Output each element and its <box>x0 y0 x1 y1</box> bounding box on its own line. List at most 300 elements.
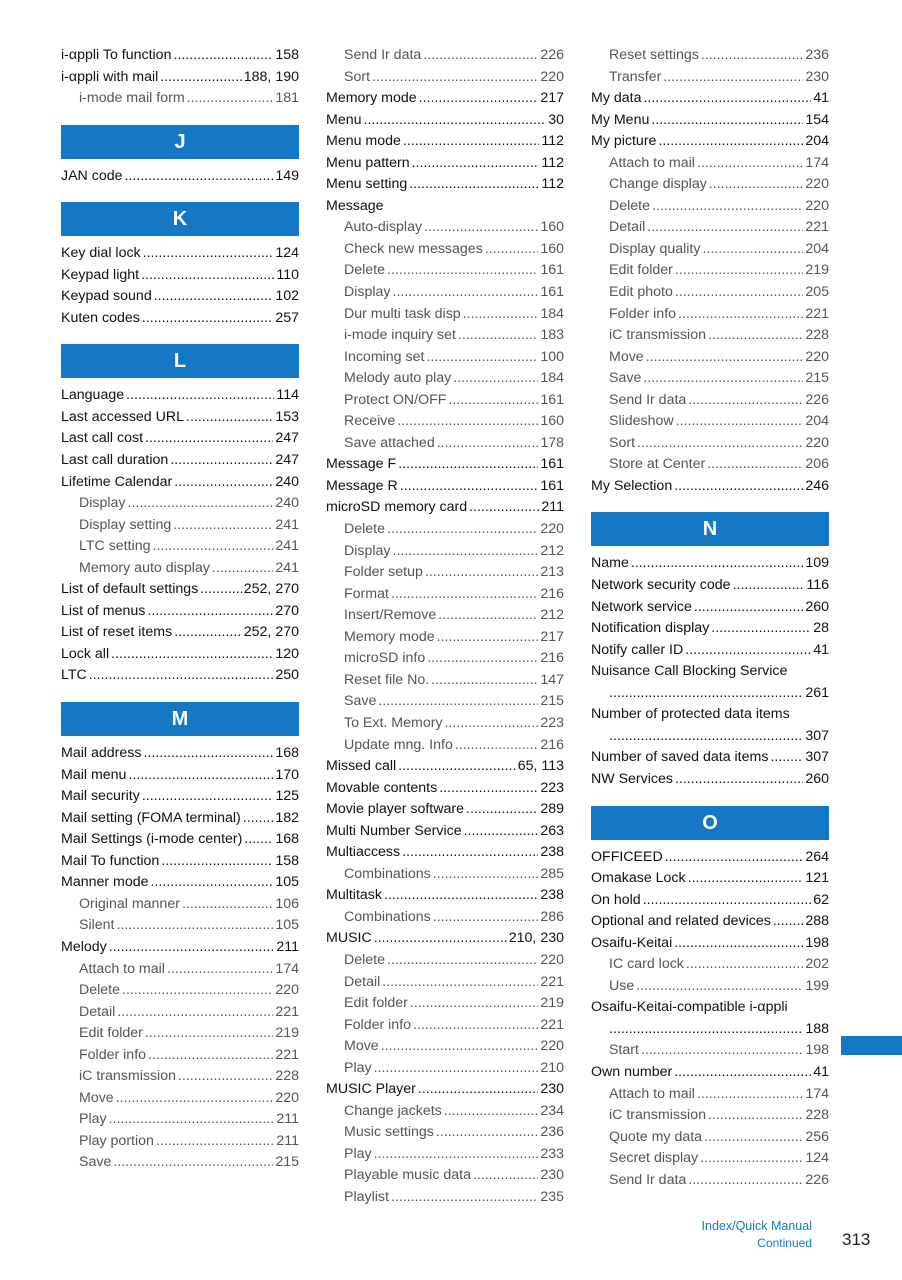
index-entry <box>591 131 829 153</box>
entry-page-ref: 230 <box>805 68 829 85</box>
index-subentry <box>591 411 829 433</box>
entry-page-ref: 221 <box>275 1046 299 1063</box>
entry-term: Osaifu-Keitai <box>591 934 673 951</box>
dot-leader <box>182 894 273 916</box>
entry-page-ref: 256 <box>805 1128 829 1145</box>
index-subentry <box>326 260 564 282</box>
entry-page-ref: 247 <box>275 452 299 469</box>
entry-term: Manner mode <box>61 874 149 891</box>
entry-term: Sort <box>344 68 371 85</box>
entry-term: Detail <box>344 973 381 990</box>
dot-leader <box>122 980 273 1002</box>
entry-page-ref: 217 <box>540 90 564 107</box>
dot-leader <box>419 88 539 110</box>
entry-page-ref: 112 <box>541 176 564 193</box>
entry-page-ref: 204 <box>805 240 829 257</box>
index-entry <box>326 131 564 153</box>
entry-page-ref: 215 <box>275 1154 299 1171</box>
entry-term: Melody auto play <box>344 370 452 387</box>
index-subentry <box>591 1127 829 1149</box>
entry-term: Combinations <box>344 865 431 882</box>
entry-term: Mail setting (FOMA terminal) <box>61 809 241 826</box>
entry-page-ref: 260 <box>805 770 829 787</box>
dot-leader <box>770 747 803 769</box>
dot-leader <box>427 648 538 670</box>
entry-term: Folder setup <box>344 564 423 581</box>
entry-page-ref: 65, 113 <box>517 758 564 775</box>
entry-page-ref: 174 <box>805 154 829 171</box>
entry-page-ref: 220 <box>540 1038 564 1055</box>
dot-leader <box>402 842 538 864</box>
dot-leader <box>174 622 242 644</box>
dot-leader <box>178 1066 273 1088</box>
index-subentry <box>591 954 829 976</box>
dot-leader <box>174 472 273 494</box>
index-subentry <box>326 304 564 326</box>
dot-leader <box>466 799 538 821</box>
entry-page-ref: 184 <box>540 370 564 387</box>
entry-term: On hold <box>591 891 641 908</box>
section-letter-header: L <box>61 344 299 378</box>
entry-page-ref: 41 <box>813 641 829 658</box>
entry-page-ref: 174 <box>805 1085 829 1102</box>
entry-term: Last accessed URL <box>61 408 185 425</box>
index-subentry <box>591 217 829 239</box>
entry-term: Mail Settings (i-mode center) <box>61 831 243 848</box>
entry-page-ref: 199 <box>805 977 829 994</box>
entry-page-ref: 211 <box>276 1132 299 1149</box>
index-entry <box>326 476 564 498</box>
index-subentry <box>591 347 829 369</box>
index-entry <box>591 640 829 662</box>
dot-leader <box>458 325 538 347</box>
entry-term: Quote my data <box>609 1128 703 1145</box>
dot-leader <box>674 1062 811 1084</box>
entry-term: LTC <box>61 667 87 684</box>
entry-page-ref: 212 <box>540 542 564 559</box>
index-subentry <box>326 993 564 1015</box>
entry-page-ref: 238 <box>540 887 564 904</box>
index-subentry <box>61 1045 299 1067</box>
entry-page-ref: 168 <box>275 831 299 848</box>
index-subentry <box>591 1040 829 1062</box>
entry-term: Lock all <box>61 645 110 662</box>
dot-leader <box>387 950 538 972</box>
entry-term: Folder info <box>609 305 677 322</box>
entry-page-ref: 216 <box>540 736 564 753</box>
index-subentry <box>61 558 299 580</box>
dot-leader <box>382 972 538 994</box>
index-entry <box>591 597 829 619</box>
dot-leader <box>160 67 241 89</box>
entry-page-ref: 168 <box>275 745 299 762</box>
dot-leader <box>393 541 539 563</box>
entry-term: Edit photo <box>609 284 673 301</box>
index-entry <box>326 497 564 519</box>
entry-term: iC transmission <box>79 1068 176 1085</box>
index-entry <box>326 174 564 196</box>
index-entry <box>61 407 299 429</box>
entry-page-ref: 236 <box>540 1124 564 1141</box>
dot-leader <box>658 131 803 153</box>
dot-leader <box>413 1015 538 1037</box>
entry-page-ref: 216 <box>540 585 564 602</box>
dot-leader <box>631 553 803 575</box>
dot-leader <box>609 726 803 748</box>
dot-leader <box>675 282 803 304</box>
entry-page-ref: 188, 190 <box>243 68 299 85</box>
index-subentry <box>591 976 829 998</box>
dot-leader <box>643 88 811 110</box>
index-subentry <box>591 260 829 282</box>
entry-page-ref: 221 <box>540 973 564 990</box>
dot-leader <box>773 911 804 933</box>
dot-leader <box>397 411 538 433</box>
entry-page-ref: 219 <box>540 995 564 1012</box>
index-subentry <box>591 239 829 261</box>
entry-term: Display <box>344 542 391 559</box>
entry-page-ref: 124 <box>275 245 299 262</box>
entry-term: Attach to mail <box>79 960 165 977</box>
entry-page-ref: 211 <box>276 1111 299 1128</box>
index-subentry <box>61 959 299 981</box>
entry-term: Start <box>609 1042 639 1059</box>
entry-page-ref: 202 <box>805 956 829 973</box>
entry-term: Key dial lock <box>61 245 141 262</box>
index-subentry <box>61 1088 299 1110</box>
entry-term: microSD memory card <box>326 499 468 516</box>
dot-leader <box>425 562 538 584</box>
index-subentry <box>326 1101 564 1123</box>
entry-term: Use <box>609 977 635 994</box>
index-entry <box>326 885 564 907</box>
index-subentry <box>61 88 299 110</box>
dot-leader <box>711 618 811 640</box>
entry-page-ref: 230 <box>540 1167 564 1184</box>
dot-leader <box>128 493 274 515</box>
index-subentry <box>591 153 829 175</box>
entry-page-ref: 233 <box>540 1145 564 1162</box>
entry-term: Send Ir data <box>609 391 687 408</box>
entry-term: Osaifu-Keitai-compatible i-αppli <box>591 999 788 1016</box>
index-subentry <box>61 980 299 1002</box>
index-subentry <box>591 1084 829 1106</box>
dot-leader <box>372 67 538 89</box>
index-subentry <box>591 368 829 390</box>
entry-page-ref: 219 <box>805 262 829 279</box>
index-subentry <box>326 1036 564 1058</box>
dot-leader <box>384 885 538 907</box>
dot-leader <box>674 476 803 498</box>
entry-page-ref: 188 <box>805 1020 829 1037</box>
entry-page-ref: 219 <box>275 1025 299 1042</box>
section-letter-header: N <box>591 512 829 546</box>
index-subentry <box>326 433 564 455</box>
entry-term: Delete <box>344 951 386 968</box>
page-number: 313 <box>842 1230 871 1249</box>
entry-term: Silent <box>79 917 115 934</box>
index-subentry <box>326 691 564 713</box>
entry-term: Playable music data <box>344 1167 471 1184</box>
entry-term: Keypad sound <box>61 288 152 305</box>
entry-page-ref: 228 <box>805 1107 829 1124</box>
entry-page-ref: 264 <box>805 848 829 865</box>
index-subentry <box>326 950 564 972</box>
dot-leader <box>143 743 273 765</box>
index-subentry <box>591 325 829 347</box>
dot-leader <box>126 385 274 407</box>
section-letter-header: O <box>591 806 829 840</box>
entry-term: Sort <box>609 434 636 451</box>
dot-leader <box>453 368 538 390</box>
dot-leader <box>244 829 273 851</box>
dot-leader <box>423 45 538 67</box>
index-subentry <box>61 894 299 916</box>
entry-term: Save <box>79 1154 112 1171</box>
dot-leader <box>688 390 803 412</box>
index-entry <box>326 110 564 132</box>
entry-term: My Menu <box>591 111 650 128</box>
entry-page-ref: 241 <box>275 516 299 533</box>
entry-term: Attach to mail <box>609 1085 695 1102</box>
index-column-2 <box>326 45 564 1209</box>
dot-leader <box>694 597 803 619</box>
entry-page-ref: 289 <box>540 801 564 818</box>
index-subentry <box>326 239 564 261</box>
index-entry <box>61 67 299 89</box>
dot-leader <box>636 976 803 998</box>
dot-leader <box>708 1105 803 1127</box>
index-entry <box>61 472 299 494</box>
entry-term: Delete <box>344 521 386 538</box>
entry-page-ref: 198 <box>805 1042 829 1059</box>
entry-term: Network service <box>591 598 692 615</box>
entry-term: Protect ON/OFF <box>344 391 447 408</box>
entry-page-ref: 257 <box>275 309 299 326</box>
index-entry <box>591 553 829 575</box>
index-entry <box>591 868 829 890</box>
entry-term: Message R <box>326 477 398 494</box>
entry-page-ref: 220 <box>540 68 564 85</box>
index-subentry <box>326 325 564 347</box>
entry-term: Multi Number Service <box>326 822 462 839</box>
entry-term: Move <box>344 1038 379 1055</box>
entry-page-ref: 307 <box>805 749 829 766</box>
index-entry <box>591 661 829 683</box>
index-subentry <box>326 1187 564 1209</box>
dot-leader <box>448 390 538 412</box>
entry-page-ref: 221 <box>540 1016 564 1033</box>
entry-term: List of reset items <box>61 624 173 641</box>
dot-leader <box>153 536 274 558</box>
entry-term: Memory mode <box>326 90 417 107</box>
entry-term: Detail <box>79 1003 116 1020</box>
index-entry <box>326 799 564 821</box>
entry-page-ref: 217 <box>540 628 564 645</box>
entry-page-ref: 30 <box>548 111 564 128</box>
entry-page-ref: 183 <box>540 327 564 344</box>
entry-term: Language <box>61 387 125 404</box>
dot-leader <box>652 196 803 218</box>
index-subentry <box>591 196 829 218</box>
dot-leader <box>418 1079 538 1101</box>
entry-term: List of menus <box>61 602 146 619</box>
index-subentry <box>326 735 564 757</box>
dot-leader <box>117 915 274 937</box>
entry-page-ref: 241 <box>275 559 299 576</box>
entry-term: OFFICEED <box>591 848 663 865</box>
dot-leader <box>436 1122 538 1144</box>
entry-term: Missed call <box>326 758 397 775</box>
entry-page-ref: 28 <box>813 620 829 637</box>
entry-term: Memory auto display <box>79 559 210 576</box>
entry-page-ref: 160 <box>540 240 564 257</box>
entry-term: Move <box>609 348 644 365</box>
entry-term: Menu setting <box>326 176 408 193</box>
index-entry <box>591 1019 829 1041</box>
entry-term: Play <box>344 1059 372 1076</box>
index-subentry <box>326 217 564 239</box>
dot-leader <box>403 131 539 153</box>
entry-term: My picture <box>591 133 657 150</box>
dot-leader <box>142 308 273 330</box>
index-entry <box>591 933 829 955</box>
dot-leader <box>437 627 539 649</box>
entry-page-ref: 106 <box>275 895 299 912</box>
dot-leader <box>141 265 274 287</box>
entry-page-ref: 184 <box>540 305 564 322</box>
entry-term: Update mng. Info <box>344 736 453 753</box>
index-subentry <box>326 605 564 627</box>
entry-term: Menu mode <box>326 133 401 150</box>
entry-page-ref: 228 <box>805 327 829 344</box>
index-subentry <box>61 1152 299 1174</box>
dot-leader <box>125 166 274 188</box>
entry-page-ref: 109 <box>805 555 829 572</box>
entry-term: Play <box>344 1145 372 1162</box>
dot-leader <box>700 1148 803 1170</box>
entry-page-ref: 149 <box>275 167 299 184</box>
dot-leader <box>410 993 538 1015</box>
entry-term: Last call cost <box>61 430 144 447</box>
entry-term: Mail security <box>61 788 140 805</box>
entry-term: Reset file No. <box>344 671 430 688</box>
entry-term: iC transmission <box>609 327 706 344</box>
entry-term: MUSIC <box>326 930 372 947</box>
entry-page-ref: 215 <box>805 370 829 387</box>
dot-leader <box>161 851 273 873</box>
entry-term: Slideshow <box>609 413 674 430</box>
dot-leader <box>243 808 274 830</box>
entry-page-ref: 235 <box>540 1188 564 1205</box>
entry-term: Combinations <box>344 908 431 925</box>
index-entry <box>61 579 299 601</box>
entry-page-ref: 261 <box>805 684 829 701</box>
dot-leader <box>469 497 539 519</box>
index-subentry <box>326 1165 564 1187</box>
section-letter-header: K <box>61 202 299 236</box>
entry-page-ref: 220 <box>540 521 564 538</box>
index-subentry <box>326 627 564 649</box>
entry-page-ref: 220 <box>805 176 829 193</box>
entry-page-ref: 62 <box>813 891 829 908</box>
entry-term: Melody <box>61 938 107 955</box>
index-subentry <box>591 304 829 326</box>
dot-leader <box>445 713 539 735</box>
entry-term: Check new messages <box>344 240 483 257</box>
dot-leader <box>391 1187 538 1209</box>
index-entry <box>326 842 564 864</box>
index-entry <box>61 308 299 330</box>
index-entry <box>591 847 829 869</box>
dot-leader <box>455 735 538 757</box>
entry-page-ref: 154 <box>805 111 829 128</box>
entry-page-ref: 105 <box>275 874 299 891</box>
entry-term: Own number <box>591 1063 673 1080</box>
dot-leader <box>111 644 273 666</box>
index-entry <box>591 683 829 705</box>
index-subentry <box>591 454 829 476</box>
dot-leader <box>641 1040 803 1062</box>
entry-page-ref: 160 <box>540 219 564 236</box>
index-subentry <box>326 519 564 541</box>
entry-page-ref: 213 <box>540 564 564 581</box>
entry-page-ref: 153 <box>275 408 299 425</box>
entry-term: Save <box>344 693 377 710</box>
entry-page-ref: 240 <box>275 473 299 490</box>
dot-leader <box>675 769 803 791</box>
dot-leader <box>374 1144 539 1166</box>
entry-term: Change display <box>609 176 707 193</box>
index-entry <box>61 937 299 959</box>
index-subentry <box>61 493 299 515</box>
index-entry <box>591 911 829 933</box>
entry-page-ref: 212 <box>540 607 564 624</box>
dot-leader <box>663 67 803 89</box>
index-subentry <box>61 1002 299 1024</box>
entry-term: LTC setting <box>79 538 151 555</box>
entry-page-ref: 236 <box>805 47 829 63</box>
index-entry <box>61 786 299 808</box>
entry-term: Kuten codes <box>61 309 140 326</box>
index-entry <box>61 286 299 308</box>
entry-page-ref: 147 <box>540 671 564 688</box>
dot-leader <box>113 1152 273 1174</box>
entry-term: Menu pattern <box>326 154 410 171</box>
dot-leader <box>154 286 274 308</box>
entry-page-ref: 182 <box>275 809 299 826</box>
entry-term: NW Services <box>591 770 673 787</box>
index-subentry <box>326 347 564 369</box>
index-subentry <box>61 1066 299 1088</box>
index-subentry <box>326 907 564 929</box>
entry-term: Keypad light <box>61 266 140 283</box>
index-subentry <box>326 972 564 994</box>
dot-leader <box>688 1170 803 1192</box>
index-entry <box>61 765 299 787</box>
entry-term: Menu <box>326 111 362 128</box>
entry-page-ref: 174 <box>275 960 299 977</box>
entry-page-ref: 226 <box>540 47 564 63</box>
entry-page-ref: 230 <box>540 1081 564 1098</box>
dot-leader <box>609 1019 803 1041</box>
entry-page-ref: 226 <box>805 391 829 408</box>
dot-leader <box>400 476 539 498</box>
entry-term: JAN code <box>61 167 123 184</box>
entry-page-ref: 228 <box>275 1068 299 1085</box>
index-entry <box>326 756 564 778</box>
entry-term: Play portion <box>79 1132 154 1149</box>
